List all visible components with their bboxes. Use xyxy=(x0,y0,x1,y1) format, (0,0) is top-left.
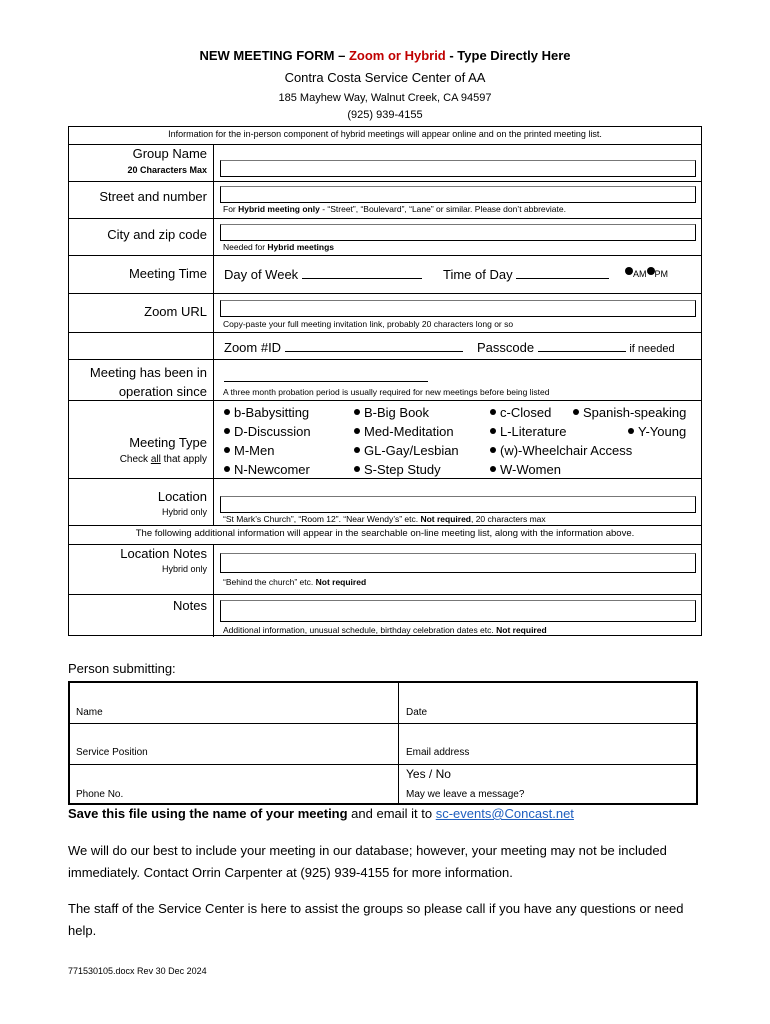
row-divider xyxy=(69,293,701,294)
time-of-day-input[interactable] xyxy=(516,266,609,279)
am-radio[interactable] xyxy=(625,267,633,275)
additional-info-note: The following additional information will appear in the searchable on-line meeting list, along with the information above. xyxy=(135,528,635,539)
row-divider xyxy=(69,594,701,595)
group-name-label: Group Name xyxy=(132,146,207,161)
divider xyxy=(213,332,214,478)
row-divider xyxy=(70,764,696,765)
save-instructions: Save this file using the name of your meeting and email it to sc-events@Concast.net xyxy=(68,806,574,821)
if-needed-note: if needed xyxy=(629,343,675,355)
location-sub: Hybrid only xyxy=(161,507,207,517)
zoom-url-label: Zoom URL xyxy=(144,304,207,319)
email-link[interactable]: sc-events@Concast.net xyxy=(435,806,574,821)
location-input[interactable] xyxy=(220,496,696,513)
zoom-url-input[interactable] xyxy=(220,300,696,317)
type-option[interactable]: c-Closed xyxy=(490,405,551,420)
location-notes-sub: Hybrid only xyxy=(161,564,207,574)
meeting-form-table xyxy=(68,126,702,636)
passcode-input[interactable] xyxy=(538,339,626,352)
person-table xyxy=(68,681,698,805)
city-hint: Needed for Hybrid meetings xyxy=(223,242,335,252)
location-notes-label: Location Notes xyxy=(120,546,207,561)
city-input[interactable] xyxy=(220,224,696,241)
type-option[interactable]: Spanish-speaking xyxy=(573,405,686,420)
date-field[interactable]: Date xyxy=(406,707,428,718)
group-name-input[interactable] xyxy=(220,160,696,177)
row-divider xyxy=(69,525,701,526)
street-input[interactable] xyxy=(220,186,696,203)
operation-since-input[interactable] xyxy=(224,367,428,382)
row-divider xyxy=(69,218,701,219)
row-divider xyxy=(69,144,701,145)
type-option[interactable]: B-Big Book xyxy=(354,405,429,420)
notes-input[interactable] xyxy=(220,600,696,622)
person-submitting-title: Person submitting: xyxy=(68,661,176,676)
group-name-sub: 20 Characters Max xyxy=(127,165,207,175)
notes-label: Notes xyxy=(173,598,207,613)
yes-no-option[interactable]: Yes / No xyxy=(406,767,451,781)
message-question: May we leave a message? xyxy=(406,789,525,800)
database-note: We will do our best to include your meeting in our database; however, your meeting may not be included immediately. Contact Orrin Carpenter at (925) 939-4155 for more information. xyxy=(68,843,667,880)
pm-radio[interactable] xyxy=(647,267,655,275)
zoom-url-hint: Copy-paste your full meeting invitation link, probably 20 characters long or so xyxy=(223,319,514,329)
row-divider xyxy=(69,332,701,333)
name-field[interactable]: Name xyxy=(76,707,103,718)
location-notes-hint: “Behind the church” etc. Not required xyxy=(223,577,367,587)
org-phone: (925) 939-4155 xyxy=(347,109,423,121)
passcode-field[interactable]: Passcode if needed xyxy=(477,340,675,355)
type-option[interactable]: D-Discussion xyxy=(224,424,311,439)
phone-field[interactable]: Phone No. xyxy=(76,789,124,800)
street-hint: For Hybrid meeting only - “Street”, “Boulevard”, “Lane” or similar. Please don’t abbreviate. xyxy=(223,204,566,214)
street-label: Street and number xyxy=(99,189,207,204)
row-divider xyxy=(69,400,701,401)
zoom-id-field[interactable]: Zoom #ID xyxy=(224,339,463,355)
staff-note: The staff of the Service Center is here to assist the groups so please call if you have any questions or need help. xyxy=(68,901,684,938)
title-highlight: Zoom or Hybrid xyxy=(348,48,446,63)
row-divider xyxy=(70,723,696,724)
row-divider xyxy=(69,255,701,256)
meeting-time-label: Meeting Time xyxy=(128,266,207,281)
day-of-week-field[interactable]: Day of Week xyxy=(224,266,422,282)
meeting-type-label: Meeting Type xyxy=(129,435,207,450)
type-option[interactable]: W-Women xyxy=(490,462,561,477)
type-option[interactable]: L-Literature xyxy=(490,424,566,439)
am-label: AM xyxy=(633,269,647,279)
divider xyxy=(398,683,399,803)
notes-hint: Additional information, unusual schedule, birthday celebration dates etc. Not required xyxy=(223,625,547,635)
operation-label-1: Meeting has been in xyxy=(89,365,207,380)
type-option[interactable]: b-Babysitting xyxy=(224,405,309,420)
row-divider xyxy=(69,359,701,360)
type-option[interactable]: Y-Young xyxy=(628,424,686,439)
divider xyxy=(213,544,214,637)
type-option[interactable]: (w)-Wheelchair Access xyxy=(490,443,632,458)
service-position-field[interactable]: Service Position xyxy=(76,747,148,758)
type-option[interactable]: M-Men xyxy=(224,443,274,458)
zoom-id-input[interactable] xyxy=(285,339,463,352)
email-field[interactable]: Email address xyxy=(406,747,470,758)
city-label: City and zip code xyxy=(107,227,207,242)
day-of-week-input[interactable] xyxy=(302,266,422,279)
org-address: 185 Mayhew Way, Walnut Creek, CA 94597 xyxy=(278,92,492,104)
form-title: NEW MEETING FORM – Zoom or Hybrid - Type Directly Here xyxy=(199,48,571,63)
operation-hint: A three month probation period is usually required for new meetings before being listed xyxy=(223,387,550,397)
type-option[interactable]: N-Newcomer xyxy=(224,462,310,477)
org-name: Contra Costa Service Center of AA xyxy=(284,70,486,85)
pm-label: PM xyxy=(654,269,668,279)
form-intro: Information for the in-person component of hybrid meetings will appear online and on the printed meeting list. xyxy=(168,129,602,139)
divider xyxy=(213,144,214,332)
location-hint: “St Mark’s Church”, “Room 12”. “Near Wendy’s” etc. Not required, 20 characters max xyxy=(223,514,546,524)
type-option[interactable]: Med-Meditation xyxy=(354,424,454,439)
meeting-type-sub: Check all that apply xyxy=(119,454,207,465)
type-option[interactable]: S-Step Study xyxy=(354,462,441,477)
document-id: 771530105.docx Rev 30 Dec 2024 xyxy=(68,966,207,976)
time-of-day-field[interactable]: Time of Day xyxy=(443,266,609,282)
location-notes-input[interactable] xyxy=(220,553,696,573)
operation-label-2: operation since xyxy=(118,384,207,399)
am-pm-selector[interactable] xyxy=(625,265,668,280)
row-divider xyxy=(69,544,701,545)
divider xyxy=(213,478,214,525)
row-divider xyxy=(69,181,701,182)
row-divider xyxy=(69,478,701,479)
type-option[interactable]: GL-Gay/Lesbian xyxy=(354,443,459,458)
location-label: Location xyxy=(157,489,207,504)
